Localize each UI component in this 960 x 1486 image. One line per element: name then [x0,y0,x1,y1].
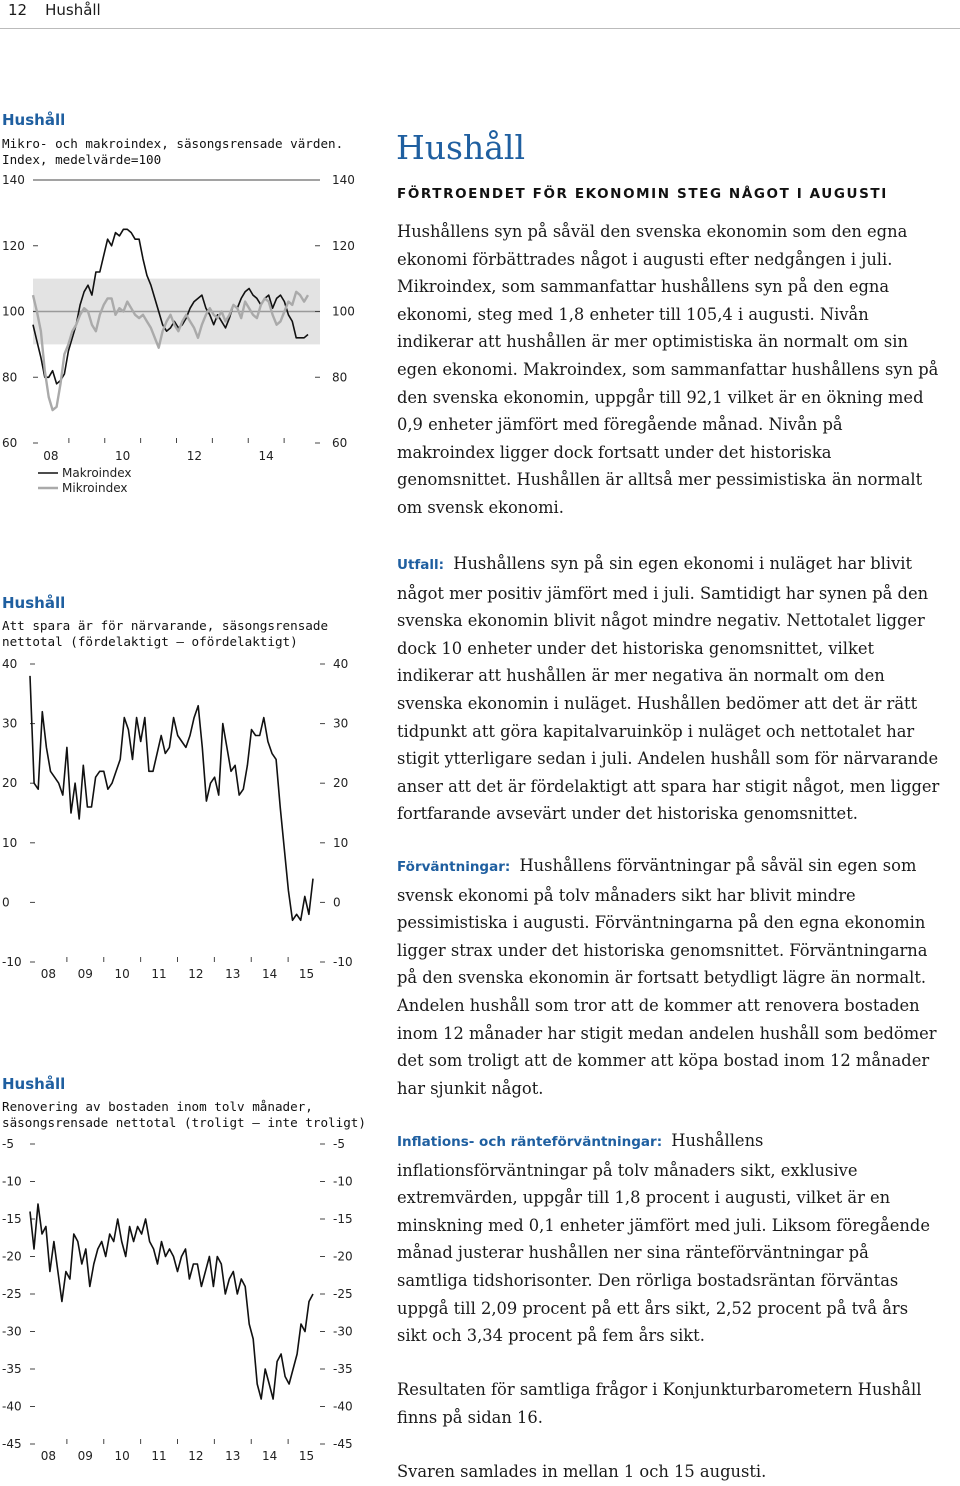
y-tick-label-right: -25 [333,1287,353,1301]
forvantningar-text: Hushållens förväntningar på såväl sin egen som svensk ekonomi på tolv månaders sikt har blivit mindre pessimistiska i augusti. Förväntningarna på den egna ekonomin ligger strax under det historiska genomsnittet. Förväntningarna på den svenska ekonomin är fortsatt betydligt lägre än normalt. Andelen hushåll som tror att de kommer att renovera bostaden inom 12 månader har stigit medan andelen hushåll som bedömer det som troligt att de kommer att köpa bostad inom 12 månader har sjunkit något. [397,856,937,1098]
chart3-subtitle [2,1099,366,1131]
y-tick-label-right: -45 [333,1437,353,1451]
y-tick-label-left: -10 [2,1174,22,1189]
y-tick-label-right: -10 [333,955,353,969]
y-tick-label-left: -45 [2,1437,22,1451]
x-tick-label: 13 [225,967,241,981]
y-tick-label-right: -35 [333,1362,353,1376]
y-tick-label-left: -20 [2,1249,22,1264]
y-tick-label-left: 80 [2,370,18,385]
collected-note: Svaren samlades in mellan 1 och 15 augusti. [397,1462,767,1481]
y-tick-label-right: 80 [332,370,348,385]
x-tick-label: 12 [188,1449,204,1463]
section-name: Hushåll [45,1,101,19]
page-header [8,1,119,19]
y-tick-label-left: 10 [2,835,18,850]
y-tick-label-left: -30 [2,1324,22,1339]
forvantningar-label: Förväntningar: [397,859,511,875]
y-tick-label-left: 100 [2,304,25,319]
y-tick-label-right: -15 [333,1212,353,1226]
x-tick-label: 09 [77,1449,93,1463]
y-tick-label-left: 120 [2,238,25,253]
x-tick-label: 13 [225,1449,241,1463]
inflation-label: Inflations- och ränteförväntningar: [397,1134,663,1150]
y-tick-label-left: 20 [2,776,18,791]
chart1-subtitle-line: Mikro- och makroindex, säsongsrensade värden. [2,136,344,151]
utfall-label: Utfall: [397,557,445,573]
x-tick-label: 08 [40,967,57,981]
x-tick-label: 10 [114,967,130,981]
x-tick-label: 10 [114,1449,130,1463]
y-tick-label-left: 30 [2,716,18,731]
legend-label-mikroindex: Mikroindex [62,481,128,495]
y-tick-label-left: -25 [2,1287,22,1301]
chart3-subtitle-line: Renovering av bostaden inom tolv månader, [2,1099,313,1114]
chart2-subtitle [2,618,328,650]
chart3-subtitle-line: säsongsrensade nettotal (troligt – inte troligt) [2,1115,366,1130]
forvantningar-paragraph [397,852,942,1102]
x-tick-label: 08 [43,449,59,463]
y-tick-label-right: 10 [333,835,349,850]
x-tick-label: 15 [298,1449,315,1463]
y-tick-label-right: -40 [333,1399,353,1414]
chart1-subtitle [2,136,343,168]
y-tick-label-right: 20 [333,776,349,791]
y-tick-label-left: -10 [2,955,22,969]
chart2-subtitle-line: nettotal (fördelaktigt – ofördelaktigt) [2,634,298,649]
y-tick-label-right: 40 [333,657,349,671]
y-tick-label-left: -5 [2,1137,14,1151]
chart2-title: Hushåll [2,594,66,612]
chart1-subtitle-line: Index, medelvärde=100 [2,152,162,167]
utfall-text: Hushållens syn på sin egen ekonomi i nuläget har blivit något mer positiv jämfört med i juli. Samtidigt har synen på den svenska ekonomin blivit något mindre negativ. Nettotalet ligger dock 10 enheter under det historiska genomsnittet, vilket indikerar att hushållen är mer negativa än normalt om den svenska ekonomin i nuläget. Hushållen bedömer att det är rätt tidpunkt att göra kapitalvaruinköp i nuläget och nettotalet har stigit ytterligare sedan i juli. Andelen hushåll som för närvarande anser att det är fördelaktigt att spara har stigit något, men ligger fortfarande avsevärt under det historiska genomsnittet. [397,554,940,824]
utfall-paragraph [397,550,942,828]
y-tick-label-left: -35 [2,1362,22,1376]
x-tick-label: 10 [115,449,131,463]
x-tick-label: 15 [298,967,315,981]
x-tick-label: 08 [40,1449,57,1463]
page-number: 12 [8,1,28,19]
series-line-att-spara [30,676,313,920]
x-tick-label: 11 [151,967,167,981]
chart2-saving-net [0,652,370,992]
x-tick-label: 12 [186,449,203,463]
chart3-title: Hushåll [2,1075,66,1093]
y-tick-label-left: -40 [2,1399,22,1414]
x-tick-label: 09 [77,967,93,981]
x-tick-label: 14 [258,449,274,463]
chart1-macro-micro-index [0,170,370,505]
y-tick-label-right: 0 [333,895,341,910]
inflation-paragraph [397,1127,942,1350]
x-tick-label: 14 [262,1449,278,1463]
x-tick-label: 12 [188,967,204,981]
x-tick-label: 14 [262,967,278,981]
y-tick-label-right: 100 [332,304,355,319]
y-tick-label-right: -5 [333,1137,345,1151]
legend-label-makroindex: Makroindex [62,466,132,480]
y-tick-label-right: -10 [333,1174,353,1189]
series-line-renovering [30,1204,313,1399]
results-note: Resultaten för samtliga frågor i Konjunkturbarometern Hushåll finns på sidan 16. [397,1380,922,1427]
chart1-title: Hushåll [2,111,66,129]
y-tick-label-right: 120 [332,238,355,253]
y-tick-label-left: -15 [2,1212,22,1226]
header-divider [0,28,960,29]
y-tick-label-left: 60 [2,436,18,450]
y-tick-label-right: 30 [333,716,349,731]
article-subheading: FÖRTROENDET FÖR EKONOMIN STEG NÅGOT I AUGUSTI [397,186,888,202]
y-tick-label-right: -30 [333,1324,353,1339]
x-tick-label: 11 [151,1449,167,1463]
chart2-subtitle-line: Att spara är för närvarande, säsongsrensade [2,618,329,633]
inflation-text: Hushållens inflationsförväntningar på tolv månaders sikt, exklusive extremvärden, uppgår till 1,8 procent i augusti, vilket är en minskning med 0,1 enheter jämfört med juli. Liksom föregående månad justerar hushållen ner sina ränteförväntningar på samtliga tidshorisonter. Den rörliga bostadsräntan förväntas uppgå till 2,09 procent på ett års sikt, 2,52 procent på två års sikt och 3,34 procent på fem års sikt. [397,1131,930,1346]
y-tick-label-right: 140 [332,173,355,187]
y-tick-label-left: 140 [2,173,25,187]
y-tick-label-right: 60 [332,436,348,450]
chart3-renovation-net [0,1132,370,1472]
article-title: Hushåll [396,128,526,168]
y-tick-label-right: -20 [333,1249,353,1264]
y-tick-label-left: 40 [2,657,18,671]
y-tick-label-left: 0 [2,895,10,910]
intro-paragraph: Hushållens syn på såväl den svenska ekonomin som den egna ekonomi förbättrades något i augusti efter nedgången i juli. Mikroindex, som sammanfattar hushållens syn på den egna ekonomi, steg med 1,8 enheter till 105,4 i augusti. Nivån indikerar att hushållen är mer optimistiska än normalt om sin egen ekonomi. Makroindex, som sammanfattar hushållens syn på den svenska ekonomin, uppgår till 92,1 vilket är en ökning med 0,9 enheter jämfört med föregående månad. Nivån på makroindex ligger dock fortsatt under det historiska genomsnittet. Hushållen är alltså mer pessimistiska än normalt om svensk ekonomi. [397,222,939,517]
